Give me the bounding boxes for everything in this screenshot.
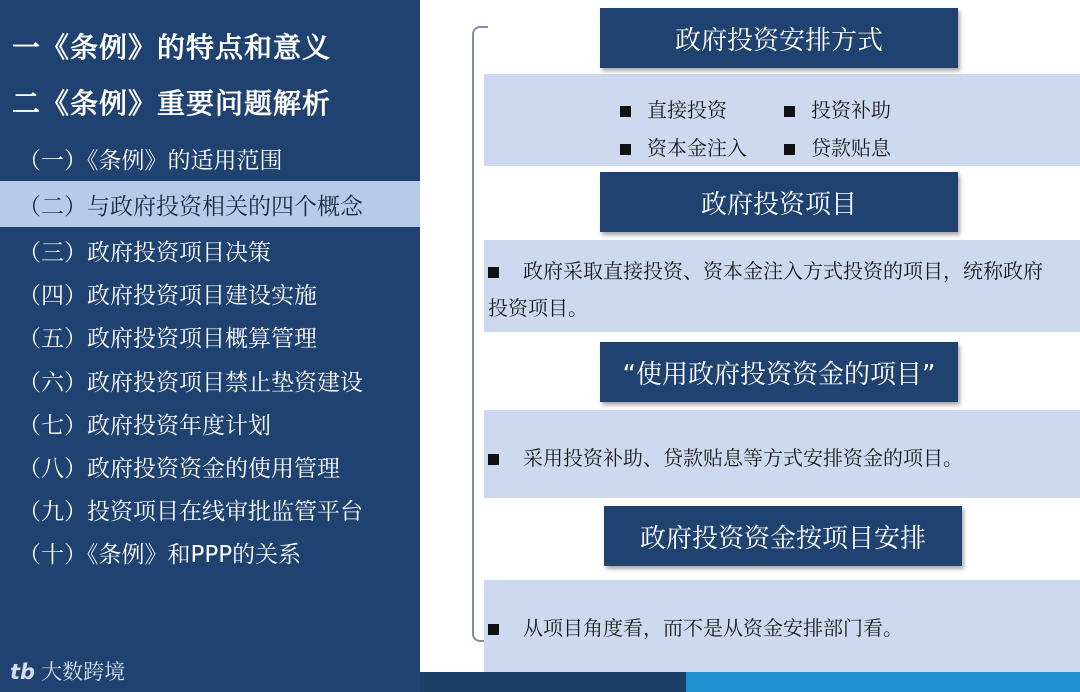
square-bullet-icon [620,144,631,155]
section-4-title: 政府投资资金按项目安排 [604,506,962,566]
sidebar-item-fund-usage[interactable]: （八）政府投资资金的使用管理 [18,456,340,482]
sidebar-item-scope[interactable]: （一）《条例》的适用范围 [18,148,283,174]
sidebar-item-online-platform[interactable]: （九）投资项目在线审批监管平台 [18,499,363,525]
section-1-content [484,74,1080,166]
brand-logo [10,656,125,686]
section-2-text: 政府采取直接投资、资本金注入方式投资的项目，统称政府投资项目。 [488,259,1043,320]
bullet-item: 直接投资 [620,94,727,123]
section-4-text: 从项目角度看，而不是从资金安排部门看。 [488,610,1068,647]
sidebar-item-construction[interactable]: （四）政府投资项目建设实施 [18,283,317,309]
bullet-item: 贷款贴息 [784,132,891,161]
square-bullet-icon [784,106,795,117]
square-bullet-icon [488,267,499,278]
section-2-title: 政府投资项目 [600,172,958,232]
sidebar-item-annual-plan[interactable]: （七）政府投资年度计划 [18,413,271,439]
logo-text: 大数跨境 [41,660,126,684]
sidebar-item-no-advance[interactable]: （六）政府投资项目禁止垫资建设 [18,370,363,396]
square-bullet-icon [620,106,631,117]
accent-strip [686,672,1080,692]
section-3-title: “使用政府投资资金的项目” [600,342,958,402]
sidebar-item-ppp[interactable]: （十）《条例》和PPP的关系 [18,542,302,568]
bullet-item: 资本金注入 [620,132,747,161]
sidebar-item-decision[interactable]: （三）政府投资项目决策 [18,240,271,266]
square-bullet-icon [488,624,499,635]
section-3-text: 采用投资补助、贷款贴息等方式安排资金的项目。 [488,440,1068,477]
sidebar-item-four-concepts[interactable]: （二）与政府投资相关的四个概念 [18,194,363,220]
sidebar-item-budget[interactable]: （五）政府投资项目概算管理 [18,326,317,352]
sidebar-heading-2: 二《条例》重要问题解析 [12,87,332,120]
logo-icon: tb [10,660,36,684]
bullet-item: 投资补助 [784,94,891,123]
square-bullet-icon [488,454,499,465]
section-1-title: 政府投资安排方式 [600,8,958,68]
square-bullet-icon [784,144,795,155]
sidebar-heading-1: 一《条例》的特点和意义 [12,31,332,64]
